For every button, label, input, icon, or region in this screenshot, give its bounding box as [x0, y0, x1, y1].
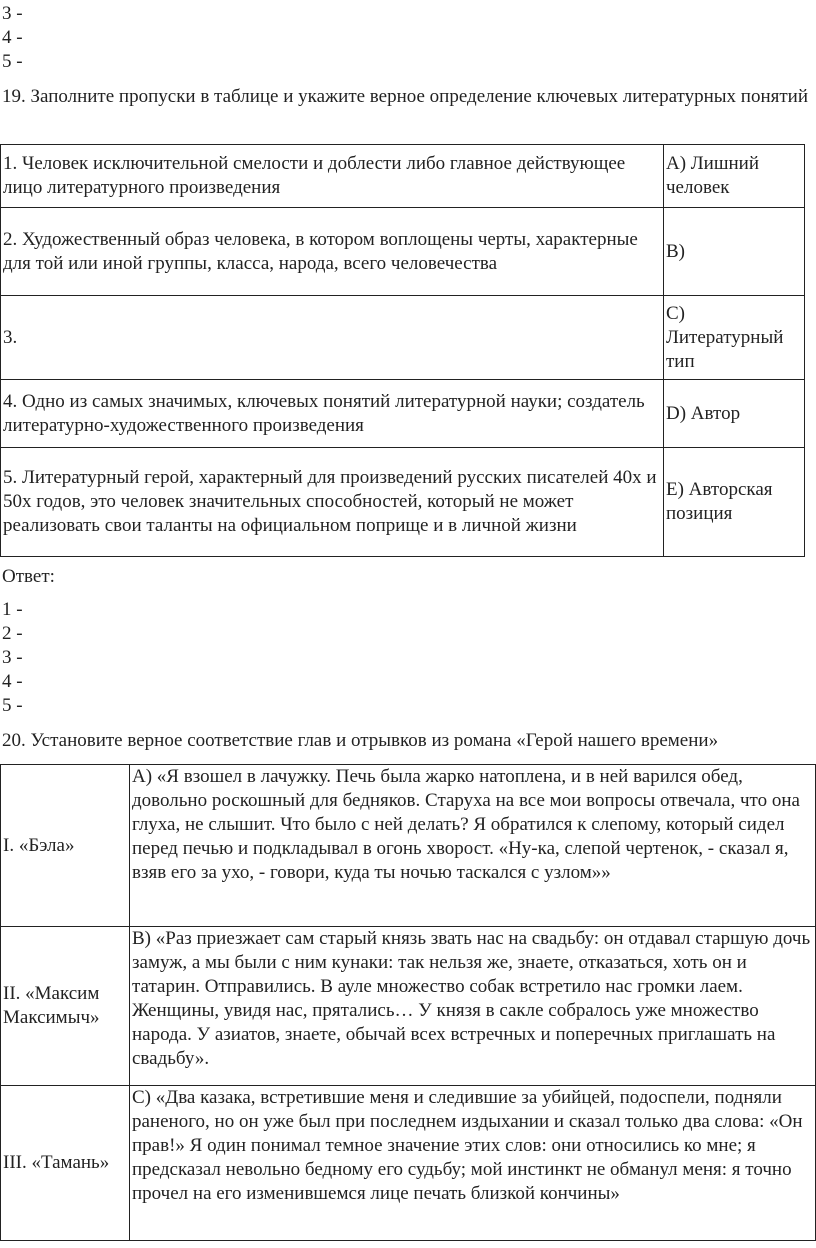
question-19-table	[0, 144, 805, 557]
table-row	[1, 380, 805, 448]
excerpt-cell: C) «Два казака, встретившие меня и следившие за убийцей, подоспели, подняли раненого, но он уже был при последнем издыхании и сказал только два слова: «Он прав!» Я один понимал темное значение этих слов: они относились ко мне; я предсказал невольно бедному его судьбу; мой инстинкт не обманул меня: я точно прочел на его изменившемся лице печать близкой кончины»	[130, 1086, 816, 1241]
definition-cell: 5. Литературный герой, характерный для произведений русских писателей 40х и 50х годов, это человек значительных способностей, который не может реализовать свои таланты на официальном поприще и в личной жизни	[1, 448, 664, 557]
question-20-table	[0, 764, 816, 1241]
answer-line-1: 1 -	[2, 599, 23, 620]
definition-cell: 3.	[1, 296, 664, 380]
table-row	[1, 1086, 816, 1241]
answer-line-4: 4 -	[2, 27, 23, 48]
table-row	[1, 765, 816, 927]
excerpt-cell: B) «Раз приезжает сам старый князь звать нас на свадьбу: он отдавал старшую дочь замуж, а мы были с ним кунаки: так нельзя же, знаете, отказаться, хоть он и татарин. Отправились. В ауле множество собак встретило нас громки лаем. Женщины, увидя нас, прятались… У князя в сакле собралось уже множество народа. У азиатов, знаете, обычай всех встречных и поперечных приглашать на свадьбу».	[130, 927, 816, 1086]
answer-line-3: 3 -	[2, 3, 23, 24]
term-cell: C) Литературный тип	[664, 296, 805, 380]
term-cell: B)	[664, 208, 805, 296]
table-row	[1, 145, 805, 208]
table-row	[1, 448, 805, 557]
term-cell: E) Авторская позиция	[664, 448, 805, 557]
answer-line-2: 2 -	[2, 623, 23, 644]
question-20-title: 20. Установите верное соответствие глав и отрывков из романа «Герой нашего времени»	[2, 730, 719, 751]
definition-cell: 1. Человек исключительной смелости и доблести либо главное действующее лицо литературного произведения	[1, 145, 664, 208]
chapter-cell: II. «Максим Максимыч»	[1, 927, 130, 1086]
table-row	[1, 296, 805, 380]
excerpt-cell: A) «Я взошел в лачужку. Печь была жарко натоплена, и в ней варился обед, довольно роскошный для бедняков. Старуха на все мои вопросы отвечала, что она глуха, не слышит. Что было с ней делать? Я обратился к слепому, который сидел перед печью и подкладывал в огонь хворост. «Ну-ка, слепой чертенок, - сказал я, взяв его за ухо, - говори, куда ты ночью таскался с узлом»»	[130, 765, 816, 927]
chapter-cell: III. «Тамань»	[1, 1086, 130, 1241]
definition-cell: 2. Художественный образ человека, в котором воплощены черты, характерные для той или иной группы, класса, народа, всего человечества	[1, 208, 664, 296]
answer-line-5: 5 -	[2, 695, 23, 716]
answer-line-3: 3 -	[2, 647, 23, 668]
answer-label: Ответ:	[2, 566, 55, 587]
answer-line-5: 5 -	[2, 51, 23, 72]
answer-line-4: 4 -	[2, 671, 23, 692]
term-cell: A) Лишний человек	[664, 145, 805, 208]
table-row	[1, 927, 816, 1086]
term-cell: D) Автор	[664, 380, 805, 448]
table-row	[1, 208, 805, 296]
chapter-cell: I. «Бэла»	[1, 765, 130, 927]
question-19-title: 19. Заполните пропуски в таблице и укажите верное определение ключевых литературных понятий	[2, 86, 808, 107]
definition-cell: 4. Одно из самых значимых, ключевых понятий литературной науки; создатель литературно-художественного произведения	[1, 380, 664, 448]
